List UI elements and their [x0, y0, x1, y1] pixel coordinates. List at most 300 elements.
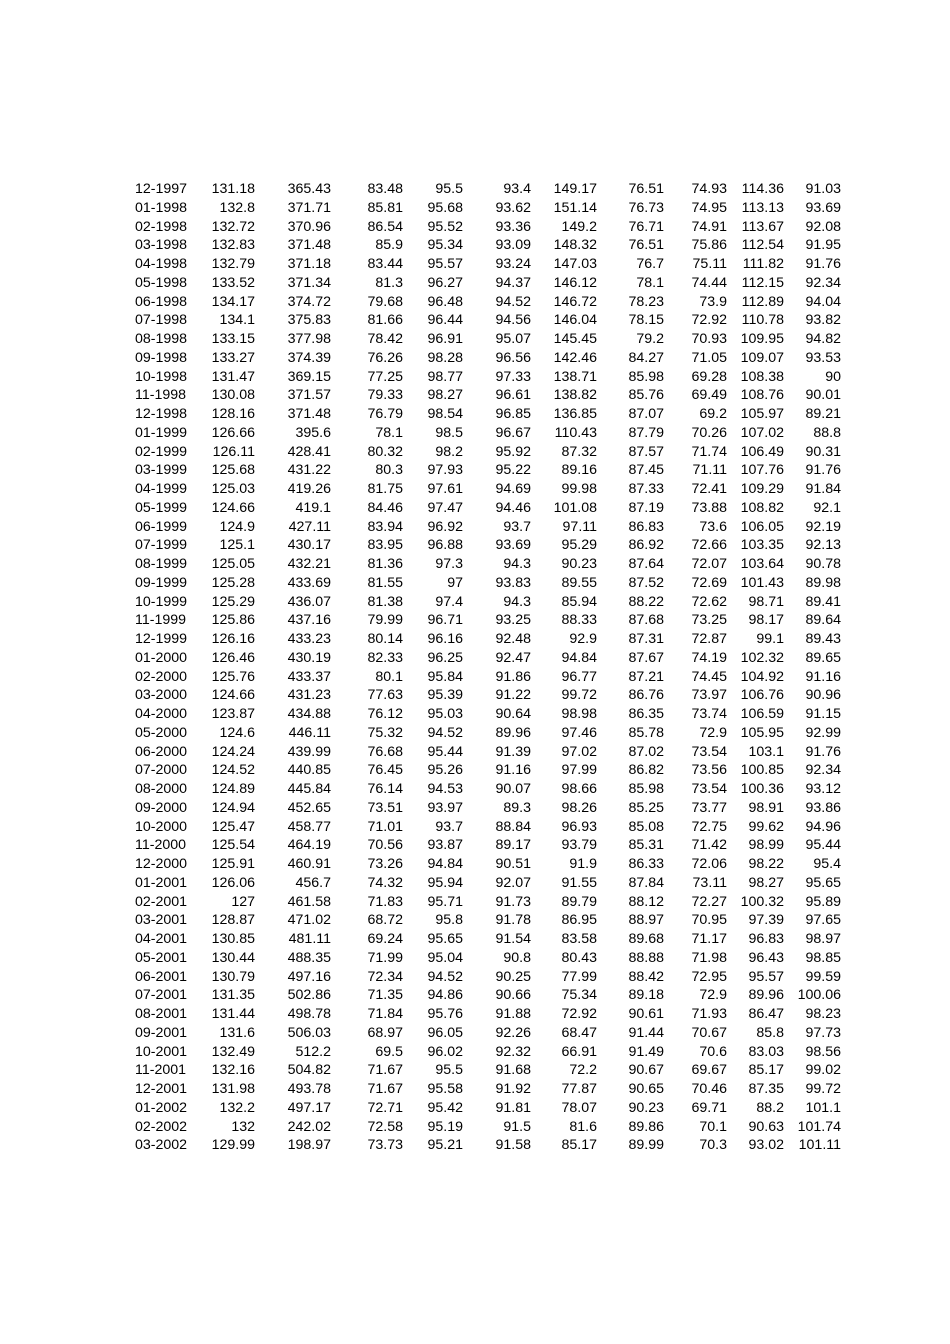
- value-cell: 85.78: [628, 724, 664, 741]
- table-row: [129, 799, 841, 818]
- value-cell: 111.82: [742, 256, 784, 272]
- value-cell: 72.2: [569, 1062, 597, 1079]
- value-cell: 96.61: [495, 387, 531, 404]
- value-cell: 90.51: [495, 856, 531, 872]
- value-cell: 419.26: [287, 481, 331, 497]
- date-cell: 01-2000: [135, 649, 188, 666]
- table-row: [129, 686, 841, 705]
- value-cell: 133.27: [211, 349, 255, 366]
- value-cell: 90.66: [495, 987, 531, 1004]
- value-cell: 89.64: [805, 612, 841, 629]
- data-table-body: [129, 180, 841, 1155]
- value-cell: 84.46: [367, 499, 403, 516]
- date-cell: 07-1999: [135, 537, 188, 554]
- date-cell: 01-1999: [135, 424, 188, 441]
- date-cell: 04-2001: [135, 931, 188, 947]
- value-cell: 70.95: [691, 912, 727, 929]
- value-cell: 89.68: [628, 931, 664, 947]
- value-cell: 91.95: [805, 237, 841, 254]
- value-cell: 81.66: [367, 312, 403, 329]
- value-cell: 79.99: [367, 612, 403, 629]
- date-cell: 08-1999: [135, 556, 188, 572]
- date-cell: 03-1998: [135, 237, 188, 254]
- value-cell: 69.2: [699, 406, 727, 422]
- value-cell: 72.95: [691, 968, 727, 985]
- value-cell: 69.49: [691, 387, 727, 404]
- value-cell: 99.62: [748, 818, 784, 835]
- value-cell: 440.85: [287, 762, 331, 779]
- value-cell: 98.85: [805, 949, 841, 966]
- value-cell: 70.1: [699, 1118, 727, 1135]
- table-row: [129, 1118, 841, 1137]
- value-cell: 437.16: [287, 612, 331, 629]
- value-cell: 124.6: [219, 724, 255, 741]
- value-cell: 445.84: [287, 781, 331, 797]
- date-cell: 12-2000: [135, 856, 188, 872]
- value-cell: 458.77: [287, 818, 331, 835]
- date-cell: 02-2002: [135, 1118, 188, 1135]
- value-cell: 461.58: [287, 893, 331, 910]
- value-cell: 92.9: [569, 631, 597, 647]
- value-cell: 96.67: [495, 424, 531, 441]
- value-cell: 433.37: [287, 668, 331, 685]
- value-cell: 497.17: [287, 1099, 331, 1116]
- value-cell: 93.79: [561, 837, 597, 854]
- value-cell: 98.98: [561, 706, 597, 722]
- value-cell: 431.23: [287, 687, 331, 704]
- value-cell: 432.21: [287, 556, 331, 572]
- value-cell: 95.34: [427, 237, 463, 254]
- value-cell: 98.66: [561, 781, 597, 797]
- table-row: [129, 1024, 841, 1043]
- date-cell: 12-1998: [135, 406, 188, 422]
- value-cell: 77.63: [367, 687, 403, 704]
- date-cell: 06-2000: [135, 743, 188, 760]
- table-row: [129, 199, 841, 218]
- value-cell: 92.48: [495, 631, 531, 647]
- value-cell: 91.92: [495, 1081, 531, 1097]
- value-cell: 130.08: [211, 387, 255, 404]
- value-cell: 130.85: [211, 931, 255, 947]
- value-cell: 395.6: [295, 424, 331, 441]
- value-cell: 97.46: [561, 724, 597, 741]
- value-cell: 93.53: [805, 349, 841, 366]
- value-cell: 69.28: [691, 368, 727, 385]
- value-cell: 97.39: [748, 912, 784, 929]
- value-cell: 94.82: [805, 331, 841, 347]
- value-cell: 103.35: [740, 537, 784, 554]
- value-cell: 96.48: [427, 293, 463, 310]
- value-cell: 91.16: [495, 762, 531, 779]
- value-cell: 95.92: [495, 443, 531, 460]
- value-cell: 371.71: [287, 199, 331, 216]
- value-cell: 86.95: [561, 912, 597, 929]
- value-cell: 87.21: [628, 668, 664, 685]
- value-cell: 107.02: [740, 424, 784, 441]
- table-row: [129, 911, 841, 930]
- value-cell: 92.47: [495, 649, 531, 666]
- value-cell: 96.56: [495, 349, 531, 366]
- value-cell: 78.07: [561, 1099, 597, 1116]
- value-cell: 481.11: [288, 931, 331, 947]
- value-cell: 87.45: [628, 462, 664, 479]
- value-cell: 80.14: [367, 631, 403, 647]
- value-cell: 138.71: [553, 368, 597, 385]
- value-cell: 97.99: [561, 762, 597, 779]
- value-cell: 94.69: [495, 481, 531, 497]
- value-cell: 106.76: [740, 687, 784, 704]
- value-cell: 95.39: [427, 687, 463, 704]
- value-cell: 100.36: [740, 781, 784, 797]
- value-cell: 101.11: [798, 1137, 841, 1154]
- date-cell: 07-1998: [135, 312, 188, 329]
- value-cell: 365.43: [287, 181, 331, 197]
- value-cell: 134.1: [219, 312, 255, 329]
- table-row: [129, 499, 841, 518]
- value-cell: 71.74: [691, 443, 727, 460]
- date-cell: 12-1997: [135, 181, 188, 197]
- table-row: [129, 386, 841, 405]
- value-cell: 142.46: [553, 349, 597, 366]
- value-cell: 93.24: [495, 256, 531, 272]
- value-cell: 128.16: [211, 406, 255, 422]
- date-cell: 05-2001: [135, 949, 188, 966]
- value-cell: 145.45: [553, 331, 597, 347]
- value-cell: 493.78: [287, 1081, 331, 1097]
- value-cell: 74.91: [691, 218, 727, 235]
- value-cell: 104.92: [740, 668, 784, 685]
- value-cell: 95.84: [427, 668, 463, 685]
- value-cell: 96.25: [427, 649, 463, 666]
- value-cell: 81.3: [375, 274, 403, 291]
- table-row: [129, 968, 841, 987]
- value-cell: 92.32: [495, 1043, 531, 1060]
- value-cell: 66.91: [561, 1043, 597, 1060]
- value-cell: 85.94: [561, 593, 597, 610]
- value-cell: 75.32: [367, 724, 403, 741]
- value-cell: 89.16: [561, 462, 597, 479]
- value-cell: 72.87: [691, 631, 727, 647]
- value-cell: 86.54: [367, 218, 403, 235]
- value-cell: 86.82: [628, 762, 664, 779]
- value-cell: 91.88: [495, 1006, 531, 1022]
- value-cell: 110.43: [554, 424, 597, 441]
- table-row: [129, 1061, 841, 1080]
- value-cell: 125.68: [211, 462, 255, 479]
- value-cell: 85.98: [628, 368, 664, 385]
- value-cell: 99.72: [561, 687, 597, 704]
- value-cell: 90.07: [495, 781, 531, 797]
- value-cell: 72.71: [367, 1099, 403, 1116]
- value-cell: 94.52: [495, 293, 531, 310]
- table-row: [129, 236, 841, 255]
- value-cell: 81.6: [569, 1118, 597, 1135]
- value-cell: 95.94: [427, 874, 463, 891]
- value-cell: 90.78: [805, 556, 841, 572]
- value-cell: 374.39: [287, 349, 331, 366]
- value-cell: 95.68: [427, 199, 463, 216]
- table-row: [129, 818, 841, 837]
- value-cell: 78.42: [367, 331, 403, 347]
- value-cell: 76.26: [367, 349, 403, 366]
- value-cell: 95.58: [427, 1081, 463, 1097]
- value-cell: 124.52: [211, 762, 255, 779]
- value-cell: 456.7: [295, 874, 331, 891]
- value-cell: 108.76: [740, 387, 784, 404]
- table-row: [129, 274, 841, 293]
- value-cell: 89.55: [561, 574, 597, 591]
- value-cell: 72.9: [699, 724, 727, 741]
- date-cell: 09-2000: [135, 799, 188, 816]
- value-cell: 88.97: [628, 912, 664, 929]
- value-cell: 97.02: [561, 743, 597, 760]
- value-cell: 370.96: [287, 218, 331, 235]
- value-cell: 74.45: [691, 668, 727, 685]
- value-cell: 89.18: [628, 987, 664, 1004]
- value-cell: 419.1: [295, 499, 331, 516]
- value-cell: 93.69: [805, 199, 841, 216]
- value-cell: 85.81: [367, 199, 403, 216]
- table-row: [129, 330, 841, 349]
- value-cell: 78.15: [628, 312, 664, 329]
- value-cell: 96.77: [561, 668, 597, 685]
- value-cell: 78.1: [636, 274, 664, 291]
- date-cell: 04-1999: [135, 481, 188, 497]
- value-cell: 71.11: [692, 462, 727, 479]
- value-cell: 85.9: [375, 237, 403, 254]
- date-cell: 06-2001: [135, 968, 188, 985]
- value-cell: 92.1: [813, 499, 841, 516]
- value-cell: 76.14: [367, 781, 403, 797]
- value-cell: 95.03: [427, 706, 463, 722]
- value-cell: 101.43: [740, 574, 784, 591]
- value-cell: 89.3: [503, 799, 531, 816]
- value-cell: 92.34: [805, 274, 841, 291]
- table-row: [129, 518, 841, 537]
- value-cell: 88.8: [813, 424, 841, 441]
- value-cell: 95.52: [427, 218, 463, 235]
- value-cell: 76.68: [367, 743, 403, 760]
- value-cell: 430.19: [287, 649, 331, 666]
- value-cell: 93.69: [495, 537, 531, 554]
- value-cell: 88.12: [628, 893, 664, 910]
- value-cell: 71.99: [367, 949, 403, 966]
- table-row: [129, 1005, 841, 1024]
- table-row: [129, 405, 841, 424]
- value-cell: 93.7: [435, 818, 463, 835]
- value-cell: 91.76: [805, 256, 841, 272]
- value-cell: 98.23: [805, 1006, 841, 1022]
- date-cell: 02-1998: [135, 218, 188, 235]
- value-cell: 95.42: [427, 1099, 463, 1116]
- value-cell: 71.83: [367, 893, 403, 910]
- table-row: [129, 461, 841, 480]
- value-cell: 74.19: [691, 649, 727, 666]
- value-cell: 87.84: [628, 874, 664, 891]
- value-cell: 125.29: [211, 593, 255, 610]
- value-cell: 76.79: [367, 406, 403, 422]
- value-cell: 98.56: [805, 1043, 841, 1060]
- data-table: [129, 180, 841, 1155]
- value-cell: 91.76: [805, 743, 841, 760]
- value-cell: 107.76: [740, 462, 784, 479]
- value-cell: 436.07: [287, 593, 331, 610]
- value-cell: 73.74: [691, 706, 727, 722]
- value-cell: 90.8: [503, 949, 531, 966]
- value-cell: 73.97: [691, 687, 727, 704]
- value-cell: 91.49: [628, 1043, 664, 1060]
- value-cell: 93.97: [427, 799, 463, 816]
- value-cell: 91.44: [628, 1024, 664, 1041]
- value-cell: 80.3: [375, 462, 403, 479]
- value-cell: 80.43: [561, 949, 597, 966]
- value-cell: 91.9: [569, 856, 597, 872]
- value-cell: 433.69: [287, 574, 331, 591]
- value-cell: 73.9: [699, 293, 727, 310]
- value-cell: 506.03: [287, 1024, 331, 1041]
- value-cell: 126.16: [211, 631, 255, 647]
- value-cell: 91.68: [495, 1062, 531, 1079]
- value-cell: 132.49: [211, 1043, 255, 1060]
- table-row: [129, 1136, 841, 1155]
- date-cell: 02-1999: [135, 443, 188, 460]
- value-cell: 77.87: [561, 1081, 597, 1097]
- value-cell: 91.76: [805, 462, 841, 479]
- table-row: [129, 255, 841, 274]
- value-cell: 70.56: [367, 837, 403, 854]
- value-cell: 83.44: [367, 256, 403, 272]
- value-cell: 73.77: [691, 799, 727, 816]
- value-cell: 71.67: [367, 1062, 403, 1079]
- value-cell: 131.98: [211, 1081, 255, 1097]
- value-cell: 71.01: [367, 818, 403, 835]
- value-cell: 464.19: [287, 837, 331, 854]
- value-cell: 242.02: [287, 1118, 331, 1135]
- date-cell: 05-1998: [135, 274, 188, 291]
- value-cell: 123.87: [211, 706, 255, 722]
- value-cell: 452.65: [287, 799, 331, 816]
- value-cell: 88.22: [628, 593, 664, 610]
- value-cell: 97.33: [495, 368, 531, 385]
- value-cell: 127: [231, 893, 255, 910]
- value-cell: 83.48: [367, 181, 403, 197]
- table-row: [129, 368, 841, 387]
- value-cell: 75.11: [692, 256, 727, 272]
- date-cell: 03-2000: [135, 687, 188, 704]
- value-cell: 149.2: [561, 218, 597, 235]
- value-cell: 88.84: [495, 818, 531, 835]
- value-cell: 78.23: [628, 293, 664, 310]
- value-cell: 98.71: [748, 593, 784, 610]
- value-cell: 132.2: [219, 1099, 255, 1116]
- value-cell: 95.4: [813, 856, 841, 872]
- value-cell: 68.47: [561, 1024, 597, 1041]
- value-cell: 89.99: [628, 1137, 664, 1154]
- value-cell: 71.93: [691, 1006, 727, 1022]
- value-cell: 68.72: [367, 912, 403, 929]
- value-cell: 132.79: [211, 256, 255, 272]
- value-cell: 71.17: [691, 931, 727, 947]
- value-cell: 94.96: [805, 818, 841, 835]
- value-cell: 85.31: [628, 837, 664, 854]
- value-cell: 124.66: [211, 687, 255, 704]
- value-cell: 87.52: [628, 574, 664, 591]
- value-cell: 79.68: [367, 293, 403, 310]
- value-cell: 130.79: [211, 968, 255, 985]
- table-row: [129, 555, 841, 574]
- value-cell: 147.03: [553, 256, 597, 272]
- value-cell: 87.07: [628, 406, 664, 422]
- value-cell: 95.65: [805, 874, 841, 891]
- value-cell: 125.1: [219, 537, 255, 554]
- value-cell: 72.69: [691, 574, 727, 591]
- value-cell: 87.31: [628, 631, 664, 647]
- value-cell: 79.33: [367, 387, 403, 404]
- value-cell: 90.96: [805, 687, 841, 704]
- value-cell: 92.26: [495, 1024, 531, 1041]
- value-cell: 430.17: [287, 537, 331, 554]
- value-cell: 77.25: [367, 368, 403, 385]
- value-cell: 95.71: [427, 893, 463, 910]
- value-cell: 89.98: [805, 574, 841, 591]
- value-cell: 94.3: [503, 593, 531, 610]
- value-cell: 91.15: [805, 706, 841, 722]
- value-cell: 433.23: [287, 631, 331, 647]
- value-cell: 72.92: [691, 312, 727, 329]
- value-cell: 93.87: [427, 837, 463, 854]
- value-cell: 96.27: [427, 274, 463, 291]
- value-cell: 96.88: [427, 537, 463, 554]
- date-cell: 09-1998: [135, 349, 188, 366]
- value-cell: 96.85: [495, 406, 531, 422]
- date-cell: 04-2000: [135, 706, 188, 722]
- table-row: [129, 480, 841, 499]
- table-row: [129, 743, 841, 762]
- value-cell: 114.36: [741, 181, 784, 197]
- value-cell: 75.86: [691, 237, 727, 254]
- value-cell: 133.52: [211, 274, 255, 291]
- value-cell: 95.57: [427, 256, 463, 272]
- value-cell: 96.91: [427, 331, 463, 347]
- table-row: [129, 761, 841, 780]
- value-cell: 85.08: [628, 818, 664, 835]
- value-cell: 91.78: [495, 912, 531, 929]
- value-cell: 70.6: [699, 1043, 727, 1060]
- table-row: [129, 574, 841, 593]
- value-cell: 95.65: [427, 931, 463, 947]
- value-cell: 132: [231, 1118, 255, 1135]
- date-cell: 11-2001: [135, 1062, 187, 1079]
- value-cell: 95.29: [561, 537, 597, 554]
- value-cell: 98.97: [805, 931, 841, 947]
- value-cell: 72.58: [367, 1118, 403, 1135]
- value-cell: 69.24: [367, 931, 403, 947]
- value-cell: 126.46: [211, 649, 255, 666]
- value-cell: 81.36: [367, 556, 403, 572]
- value-cell: 91.5: [503, 1118, 531, 1135]
- value-cell: 80.32: [367, 443, 403, 460]
- value-cell: 92.99: [805, 724, 841, 741]
- value-cell: 87.79: [628, 424, 664, 441]
- value-cell: 73.51: [367, 799, 403, 816]
- table-row: [129, 705, 841, 724]
- value-cell: 87.68: [628, 612, 664, 629]
- value-cell: 90: [825, 368, 841, 385]
- table-row: [129, 930, 841, 949]
- value-cell: 77.99: [561, 968, 597, 985]
- value-cell: 93.82: [805, 312, 841, 329]
- value-cell: 95.04: [427, 949, 463, 966]
